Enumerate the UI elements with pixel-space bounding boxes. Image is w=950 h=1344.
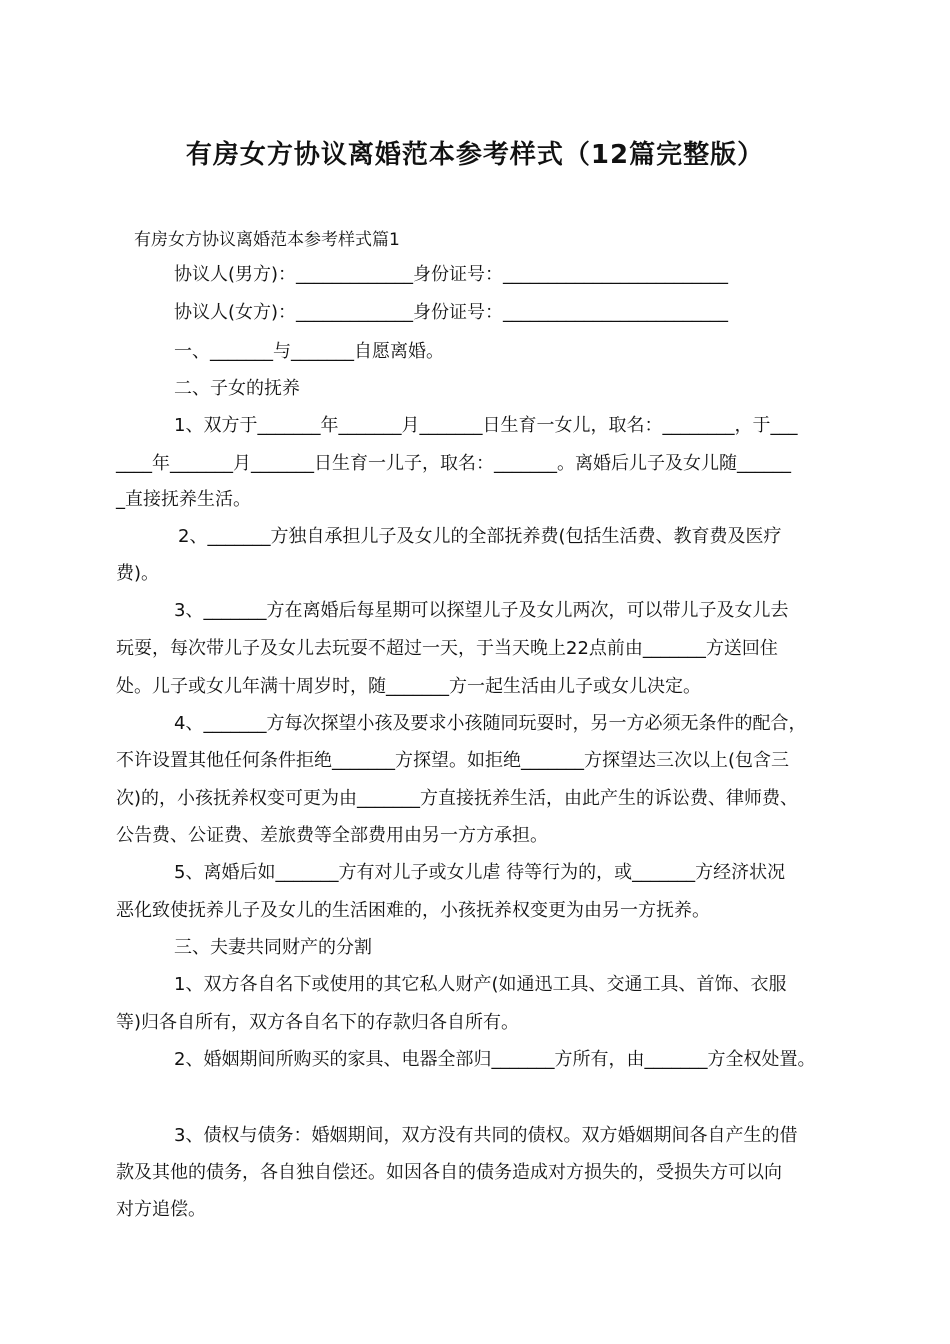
section-title: 有房女方协议离婚范本参考样式篇1 [134,230,400,250]
paragraph-line: 公告费、公证费、差旅费等全部费用由另一方方承担。 [116,825,548,846]
paragraph-line: 不许设置其他任何条件拒绝_______方探望。如拒绝_______方探望达三次以上(包含三 [116,750,790,771]
paragraph-line: 处。儿子或女儿年满十周岁时，随_______方一起生活由儿子或女儿决定。 [116,676,701,697]
paragraph-line: 对方追偿。 [116,1199,206,1220]
heading-child-custody: 二、子女的抚养 [174,378,300,399]
clause-divorce: 一、_______与_______自愿离婚。 [174,341,444,362]
paragraph-line: 3、债权与债务：婚姻期间，双方没有共同的债权。双方婚姻期间各自产生的借 [174,1125,798,1146]
paragraph-line: 恶化致使抚养儿子及女儿的生活困难的，小孩抚养权变更为由另一方抚养。 [116,900,710,921]
paragraph-line: 4、_______方每次探望小孩及要求小孩随同玩耍时，另一方必须无条件的配合， [174,713,807,734]
heading-property-division: 三、夫妻共同财产的分割 [174,937,372,958]
paragraph-line: 费)。 [116,563,160,584]
paragraph-line: 2、_______方独自承担儿子及女儿的全部抚养费(包括生活费、教育费及医疗 [178,526,782,547]
document-title: 有房女方协议离婚范本参考样式（12篇完整版） [185,140,765,170]
paragraph-line: 2、婚姻期间所购买的家具、电器全部归_______方所有，由_______方全权处置。 [174,1049,816,1070]
party-female-line: 协议人(女方)：_____________身份证号：_________________________ [174,302,729,323]
paragraph-line: 3、_______方在离婚后每星期可以探望儿子及女儿两次，可以带儿子及女儿去 [174,600,789,621]
paragraph-line: 1、双方各自名下或使用的其它私人财产(如通迅工具、交通工具、首饰、衣服 [174,974,787,995]
party-male-line: 协议人(男方)：_____________身份证号：_________________________ [174,264,729,285]
paragraph-line: 等)归各自所有，双方各自名下的存款归各自所有。 [116,1012,520,1033]
paragraph-line: 玩耍，每次带儿子及女儿去玩耍不超过一天，于当天晚上22点前由_______方送回住 [116,638,778,659]
paragraph-line: 1、双方于_______年_______月_______日生育一女儿，取名：________，于___ [174,415,798,436]
paragraph-line: 款及其他的债务，各自独自偿还。如因各自的债务造成对方损失的，受损失方可以向 [116,1162,782,1183]
paragraph-line: 5、离婚后如_______方有对儿子或女儿虐 待等行为的，或_______方经济状况 [174,862,786,883]
paragraph-line: 次)的，小孩抚养权变可更为由_______方直接抚养生活，由此产生的诉讼费、律师费、 [116,788,799,809]
paragraph-line: ____年_______月_______日生育一儿子，取名：_______。离婚后儿子及女儿随______ [116,453,791,474]
paragraph-line: _直接抚养生活。 [116,489,251,510]
